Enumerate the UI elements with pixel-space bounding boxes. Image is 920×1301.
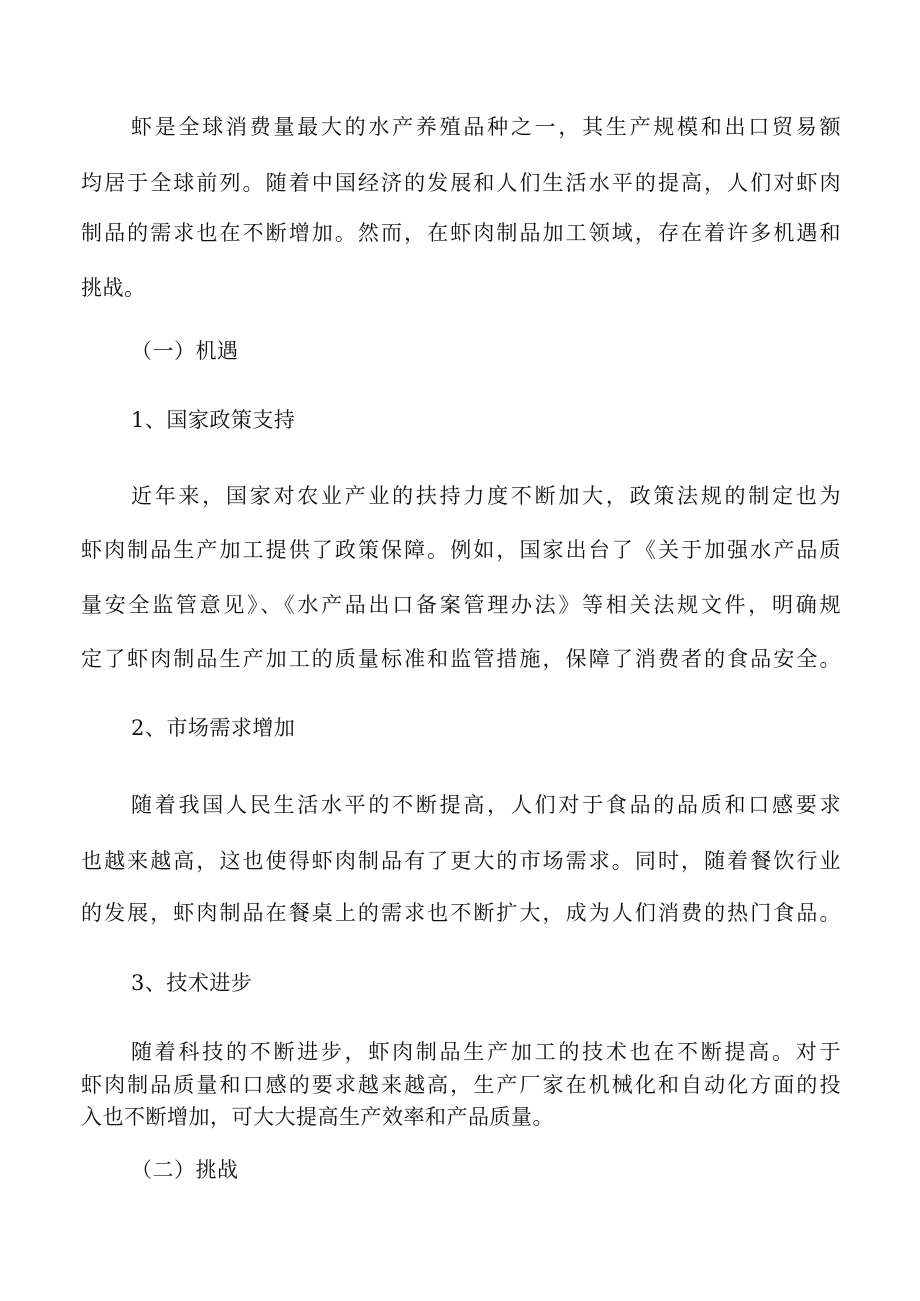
intro-line-3: 制品的需求也在不断增加。然而，在虾肉制品加工领域，存在着许多机遇和 xyxy=(81,221,841,245)
item1-line-3: 量安全监管意见》、《水产品出口备案管理办法》等相关法规文件，明确规 xyxy=(81,593,841,617)
item3-line-3: 入也不断增加，可大大提高生产效率和产品质量。 xyxy=(81,1105,554,1129)
intro-line-2: 均居于全球前列。随着中国经济的发展和人们生活水平的提高，人们对虾肉 xyxy=(81,171,841,195)
item3-line-2: 虾肉制品质量和口感的要求越来越高，生产厂家在机械化和自动化方面的投 xyxy=(81,1073,841,1097)
section-heading-challenges: （二）挑战 xyxy=(131,1158,239,1182)
intro-line-1: 虾是全球消费量最大的水产养殖品种之一，其生产规模和出口贸易额 xyxy=(131,115,841,139)
item-heading-policy-support: 1、国家政策支持 xyxy=(131,408,296,432)
item1-line-1: 近年来，国家对农业产业的扶持力度不断加大，政策法规的制定也为 xyxy=(131,484,841,508)
item-heading-market-demand: 2、市场需求增加 xyxy=(131,716,296,740)
item-heading-tech-progress: 3、技术进步 xyxy=(131,971,253,995)
item3-line-1: 随着科技的不断进步，虾肉制品生产加工的技术也在不断提高。对于 xyxy=(131,1040,841,1064)
item1-line-2: 虾肉制品生产加工提供了政策保障。例如，国家出台了《关于加强水产品质 xyxy=(81,538,841,562)
item1-line-4: 定了虾肉制品生产加工的质量标准和监管措施，保障了消费者的食品安全。 xyxy=(81,647,841,671)
item2-line-3: 的发展，虾肉制品在餐桌上的需求也不断扩大，成为人们消费的热门食品。 xyxy=(81,901,841,925)
intro-line-4: 挑战。 xyxy=(81,276,146,300)
section-heading-opportunities: （一）机遇 xyxy=(131,339,239,363)
item2-line-1: 随着我国人民生活水平的不断提高，人们对于食品的品质和口感要求 xyxy=(131,793,841,817)
item2-line-2: 也越来越高，这也使得虾肉制品有了更大的市场需求。同时，随着餐饮行业 xyxy=(81,849,841,873)
